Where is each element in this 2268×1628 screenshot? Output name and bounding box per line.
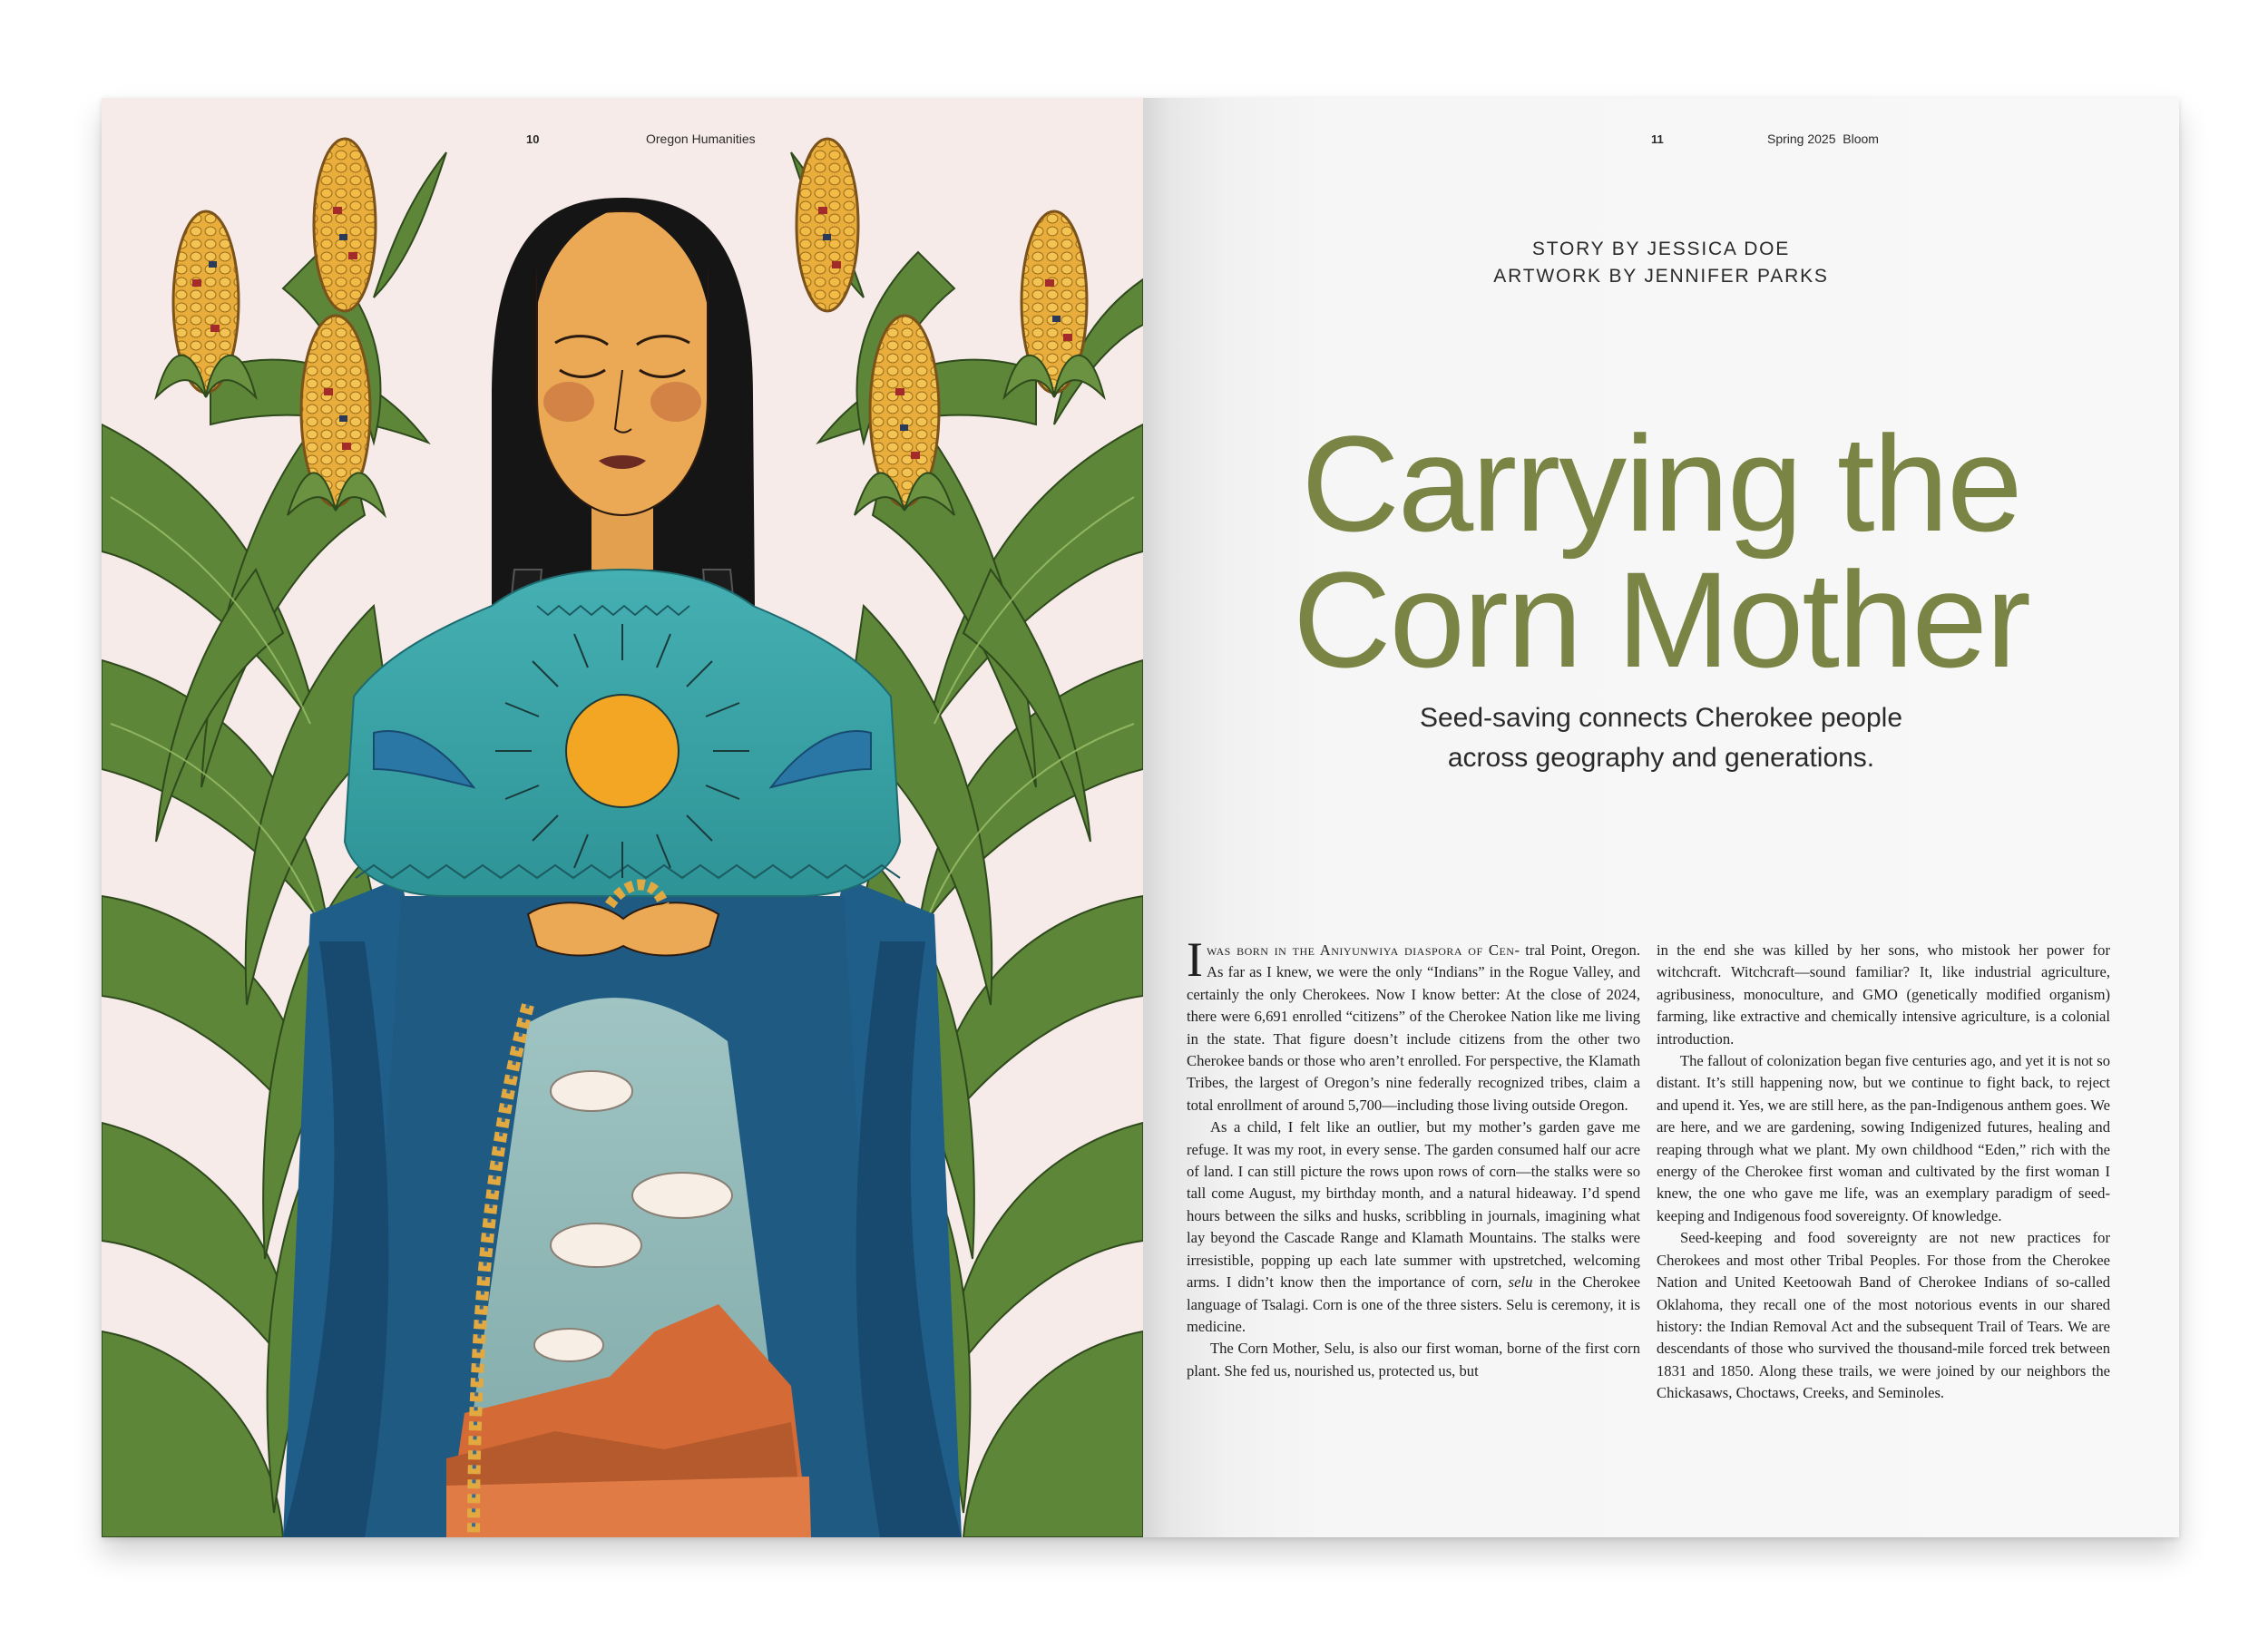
dek-line-1: Seed-saving connects Cherokee people: [1419, 703, 1903, 733]
page-number-left: 10: [526, 132, 540, 146]
body-paragraph: Seed-keeping and food sovereignty are not new practices for Cherokees and most other Tribal Peoples. For those from the Cherokee Nation and United Keetoowah Band of Cherokee Indians of so-called Oklahoma, they recall one of the most notorious events in our shared history: the Indian Removal Act and the subsequent Trail of Tears. We are descendants of those who survived the thousand-mile forced trek between 1831 and 1850. Along these trails, we were joined by our neighbors the Chickasaws, Choctaws, Creeks, and Seminoles.: [1657, 1229, 2110, 1402]
body-paragraph: Iwas born in the Aniyunwiya diaspora of Cen- tral Point, Oregon. As far as I knew, we were the only “Indians” in the Rogue Valley, and certainly the only Cherokees. Now I know better: At the close of 2024, there were 6,691 enrolled “citizens” of the Cherokee Nation like me living in the state. That figure doesn’t include citizens from the other two Cherokee bands or those who aren’t enrolled. For perspective, the Klamath Tribes, the largest of Oregon’s nine federally recognized tribes, claim a total enrollment of around 5,700—including those living outside Oregon.: [1187, 932, 1640, 1114]
body-paragraph: The fallout of colonization began five centuries ago, and yet it is not so distant. It’s still happening now, but we continue to fight back, to reject and upend it. Yes, we are still here, as the pan-Indigenous anthem goes. We are here, and we are gardening, sowing Indigenized futures, healing and reaping through what we plant. My own childhood “Eden,” rich with the energy of the Cherokee first woman and cultivated by the first woman I knew, the one who gave me life, was an exemplary paradigm of seed-keeping and Indigenous food sovereignty. Of knowledge.: [1657, 1052, 2110, 1224]
drop-cap: I: [1187, 932, 1203, 987]
lead-in: was born in the Aniyunwiya diaspora of Cen-: [1206, 941, 1520, 959]
magazine-spread: [102, 98, 2179, 1537]
face: [537, 211, 708, 515]
left-page: [102, 98, 1143, 1537]
body-paragraph: The Corn Mother, Selu, is also our first woman, borne of the first corn plant. She fed us, nourished us, protected us, but: [1187, 1340, 1640, 1379]
headline-line-1: Carrying the: [1301, 407, 2021, 560]
running-head-publication: Oregon Humanities: [646, 132, 756, 146]
running-head-issue: Spring 2025 Bloom: [1767, 132, 1879, 146]
dek-line-2: across geography and generations.: [1447, 743, 1875, 773]
article-headline: [1143, 407, 2179, 696]
artwork-credit: ARTWORK BY JENNIFER PARKS: [1493, 266, 1829, 287]
headline-line-2: Corn Mother: [1293, 543, 2029, 696]
page-number-right: 11: [1651, 132, 1664, 146]
right-page: [1143, 98, 2179, 1537]
byline-credits: [1143, 236, 2179, 290]
corn-mother-illustration: [102, 98, 1143, 1537]
body-column-2: [1657, 940, 2110, 1405]
body-paragraph: in the end she was killed by her sons, who mistook her power for witchcraft. Witchcraft—sound familiar? It, like industrial agriculture, agribusiness, monoculture, and GMO (genetically modified organism) farming, like extractive and chemically intensive agriculture, is a colonial introduction.: [1657, 941, 2110, 1048]
body-paragraph: As a child, I felt like an outlier, but my mother’s garden gave me refuge. It was my root, in every sense. The garden consumed half our acre of land. I can still picture the rows upon rows of corn—the stalks were so tall come August, my birthday month, and a natural hideaway. I’d spend hours between the silks and husks, scribbling in journals, imagining what lay beyond the Cascade Range and Klamath Mountains. The stalks were irresistible, popping up each late summer with upstretched, welcoming arms. I didn’t know then the importance of corn, selu in the Cherokee language of Tsalagi. Corn is one of the three sisters. Selu is ceremony, it is medicine.: [1187, 1118, 1641, 1335]
body-column-1: [1187, 932, 1641, 1382]
story-credit: STORY BY JESSICA DOE: [1531, 239, 1791, 259]
article-dek: [1143, 698, 2179, 778]
